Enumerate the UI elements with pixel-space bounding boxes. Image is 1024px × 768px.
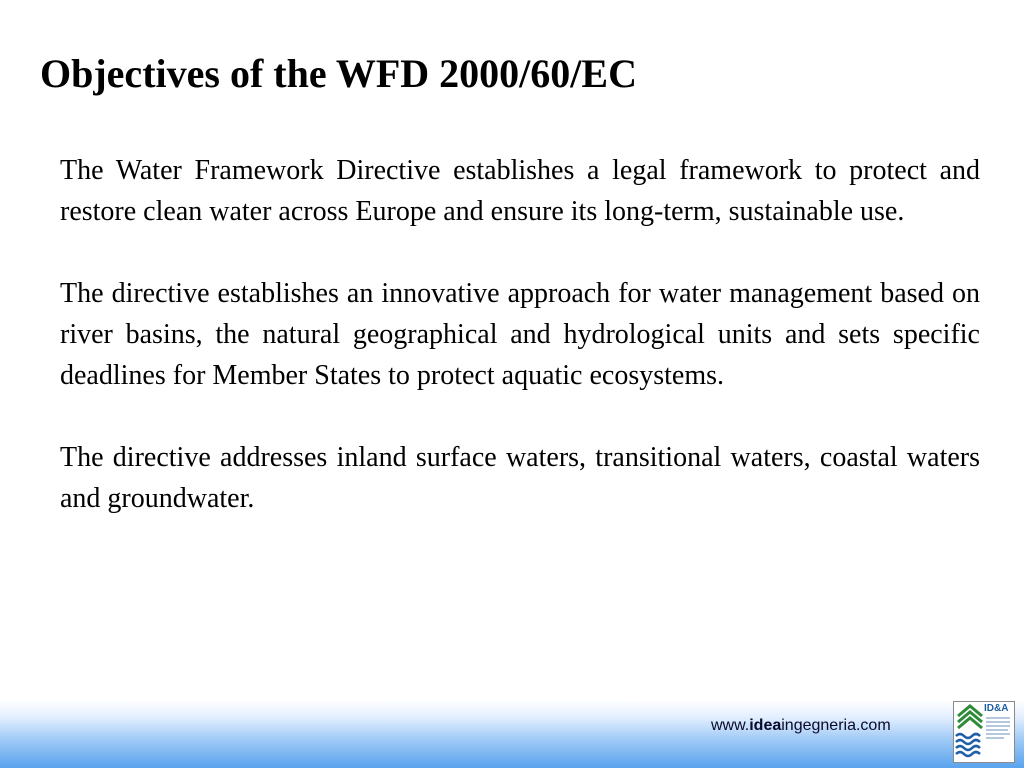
logo-text: ID&A: [984, 703, 1009, 714]
website-brand: idea: [749, 717, 782, 734]
company-logo: [953, 701, 1015, 763]
paragraph-3: The directive addresses inland surface waters, transitional waters, coastal waters and groundwater.: [60, 442, 980, 514]
website-prefix: www.: [711, 717, 750, 734]
paragraph-1: The Water Framework Directive establishes a legal framework to protect and restore clean water across Europe and ensure its long-term, sustainable use.: [60, 155, 980, 227]
paragraph-2: The directive establishes an innovative approach for water management based on river basins, the natural geographical and hydrological units and sets specific deadlines for Member States to protect aquatic ecosystems.: [60, 278, 980, 391]
slide-title: Objectives of the WFD 2000/60/EC: [40, 51, 637, 96]
slide-body: [60, 150, 980, 519]
website-link[interactable]: [711, 716, 891, 736]
website-suffix: ingegneria.com: [781, 717, 891, 734]
